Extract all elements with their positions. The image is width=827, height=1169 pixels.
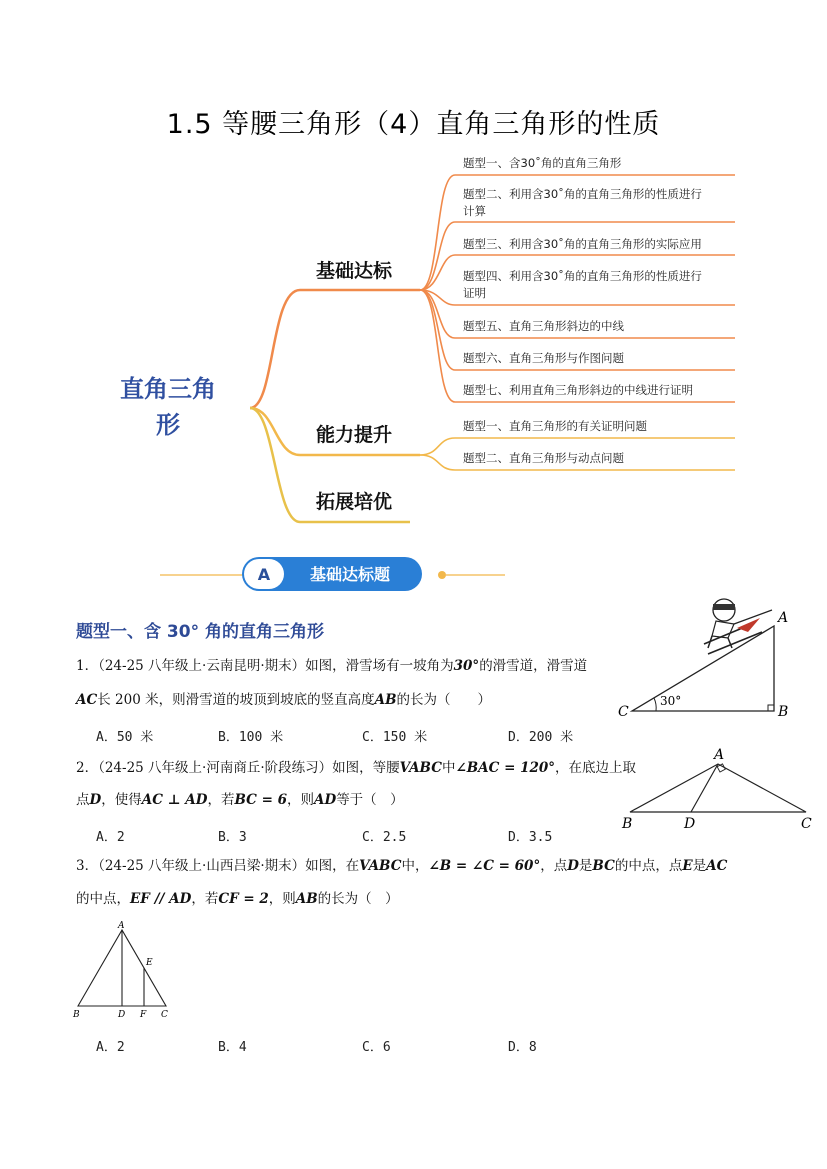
slope-triangle: [632, 626, 774, 711]
section-banner: [150, 555, 510, 595]
point-c-label: C: [618, 704, 629, 720]
point-a-label: A: [714, 747, 725, 763]
leaf-basic-1: 题型一、含30˚角的直角三角形: [463, 156, 622, 170]
q1-option-d[interactable]: D．200 米: [508, 730, 574, 745]
point-c-label: C: [161, 1010, 168, 1020]
q2-option-a[interactable]: A．2: [96, 830, 125, 845]
leaf-basic-4-line1: 题型四、利用含30˚角的直角三角形的性质进行: [463, 269, 702, 283]
q2-option-b[interactable]: B．3: [218, 830, 247, 845]
point-a-label: A: [118, 921, 125, 931]
q2-option-c[interactable]: C．2.5: [362, 830, 407, 845]
question-type-heading: 题型一、含 30° 角的直角三角形: [76, 622, 324, 642]
q1-option-a[interactable]: A．50 米: [96, 730, 154, 745]
q2-number: 2: [76, 760, 85, 776]
question-2-line2: 点D，使得AC ⊥ AD，若BC = 6，则AD等于（ ）: [76, 792, 404, 808]
point-d-label: D: [684, 816, 696, 832]
question-3-line1: 3．（24-25 八年级上·山西吕梁·期末）如图，在VABC中，∠B = ∠C = 60°，点D是BC的中点，点E是AC: [76, 858, 728, 874]
connector-branch1: [250, 290, 420, 408]
figure-ski-slope: [612, 588, 802, 723]
leaf-basic-2-line2: 计算: [463, 204, 486, 218]
section-letter: A: [257, 565, 271, 584]
leaf-basic-6: 题型六、直角三角形与作图问题: [463, 351, 624, 365]
question-2-line1: 2．（24-25 八年级上·河南商丘·阶段练习）如图，等腰VABC中∠BAC = 120°，在底边上取: [76, 760, 637, 776]
branch-label-ability: 能力提升: [316, 424, 393, 446]
leaf-ability-1: 题型一、直角三角形的有关证明问题: [463, 419, 647, 433]
question-1-line1: 1．（24-25 八年级上·云南昆明·期末）如图，滑雪场有一坡角为30°的滑雪道，滑雪道: [76, 658, 588, 674]
q2-option-d[interactable]: D．3.5: [508, 830, 553, 845]
point-d-label: D: [118, 1010, 126, 1020]
q3-option-c[interactable]: C．6: [362, 1040, 391, 1055]
branch-label-basic: 基础达标: [316, 260, 393, 282]
point-c-label: C: [801, 816, 812, 832]
figure-equilateral-triangle: [70, 918, 180, 1020]
leaf-ability-2: 题型二、直角三角形与动点问题: [463, 451, 624, 465]
leaf-basic-2-line1: 题型二、利用含30˚角的直角三角形的性质进行: [463, 187, 702, 201]
leaf-basic-4-line2: 证明: [463, 286, 486, 300]
branch-label-extend: 拓展培优: [316, 491, 393, 513]
mindmap-root-line2: 形: [156, 411, 180, 439]
page-title: 1.5 等腰三角形（4）直角三角形的性质: [166, 109, 661, 140]
mindmap-root-line1: 直角三角: [120, 375, 216, 403]
point-e-label: E: [146, 958, 153, 968]
leaf-basic-5: 题型五、直角三角形斜边的中线: [463, 319, 624, 333]
question-1-line2: AC长 200 米，则滑雪道的坡顶到坡底的竖直高度AB的长为（ ）: [76, 692, 491, 708]
figure-isosceles-triangle: [618, 742, 818, 834]
q3-option-b[interactable]: B．4: [218, 1040, 247, 1055]
q1-option-c[interactable]: C．150 米: [362, 730, 428, 745]
triangle-abc: [630, 764, 806, 812]
angle-arc: [654, 698, 656, 711]
q3-option-d[interactable]: D．8: [508, 1040, 537, 1055]
point-b-label: B: [73, 1010, 80, 1020]
point-a-label: A: [778, 610, 789, 626]
leaf-basic-7: 题型七、利用直角三角形斜边的中线进行证明: [463, 383, 693, 397]
skier-icon: [704, 599, 772, 654]
point-b-label: B: [778, 704, 789, 720]
right-angle-mark: [768, 705, 774, 711]
q3-option-a[interactable]: A．2: [96, 1040, 125, 1055]
q1-option-b[interactable]: B．100 米: [218, 730, 284, 745]
section-label: 基础达标题: [309, 565, 391, 584]
angle-label: 30°: [660, 694, 682, 708]
q3-number: 3: [76, 858, 85, 874]
banner-right-dot: [438, 571, 446, 579]
q1-number: 1: [76, 658, 85, 674]
question-3-line2: 的中点，EF // AD，若CF = 2，则AB的长为（ ）: [76, 891, 399, 907]
leaf-basic-3: 题型三、利用含30˚角的直角三角形的实际应用: [463, 237, 702, 251]
mind-map: [0, 140, 827, 530]
point-f-label: F: [140, 1010, 147, 1020]
point-b-label: B: [622, 816, 633, 832]
